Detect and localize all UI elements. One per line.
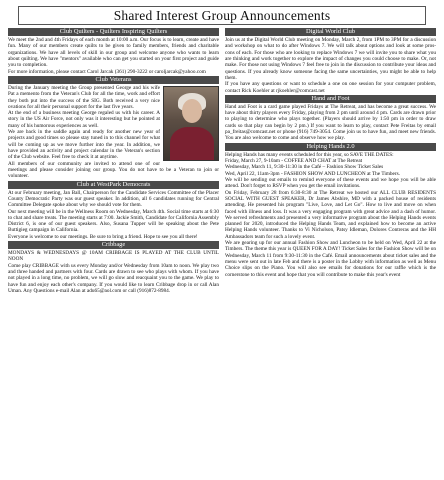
veterans-section (8, 85, 219, 180)
page-title: Shared Interest Group Announcements (18, 6, 426, 25)
columns (8, 27, 436, 294)
cribbage-header: Cribbage (8, 241, 219, 249)
photo-figure-body (170, 127, 214, 161)
digital-header: Digital World Club (225, 28, 436, 36)
digital-body: Join us at the Digital World Club meeting on Monday, March 2, from 1PM to 3PM for a discussion and workshop on what to do after Windows 7. We will talk about options and look at some pros-cons of each. For those who are looking to replace Windows 7 we will invite you to share what you are thinking and work together to explore the impact of changes you could choose to make. Or, not make. For those not using Windows 7 feel free to join in the discussion to contribute your ideas and questions. If you already know someone facing the same uncertainties, you might be able to help them. If you have any questions or want to schedule a one on one session for your computer problem, contact Rick Koehler at rjkoehler@comcast.net (225, 37, 436, 94)
right-column (225, 27, 436, 294)
quilters-body: We meet the 2nd and 4th Fridays of each month at 10:00 a.m. Our focus is to learn, create and have fun. Many of our members create quilts to be given to family members, friends and charitable organizations. We have all levels of skill in our group and welcome anyone who wants to learn about quilting. We have "mentors" available who can get you started on your first project and guide you to completion. For more information, please contact Carol Jarcak (361) 290-3222 or caroljarcak@yahoo.com (8, 37, 219, 75)
westpark-header: Club at WestPark Democrats (8, 181, 219, 189)
quilters-header: Club Quilters - Quilters Inspiring Quilters (8, 28, 219, 36)
photo-figure-face (182, 99, 202, 123)
left-column (8, 27, 219, 294)
cribbage-body: MONDAYS & WEDNESDAYS @ 10AM CRIBBAGE IS PLAYED AT THE CLUB UNTIL NOON Come play CRIBBAGE with us every Monday and/or Wednesday from 10am to noon. We play two and three handed and partners with four. Cards are drawn to see who plays with whom. If you have not played in a long time, no problem, we will go slow and reacquaint you to the game. We play to have fun and enjoy each other's company. If you would like to learn Cribbage drop in or call Alan Uman. Any Questions e-mail Alan at adu65@aol.com or call (916)872-8984. (8, 250, 219, 294)
handfoot-body: Hand and Foot is a card game played Fridays at The Retreat, and has become a great success. We have about thirty players every Friday, playing from 2 pm until around 4 pm. Cards are drawn prior to playing to determine who plays together. (Players should arrive by 1:50 pm in order to draw cards so that play can begin by 2 pm.) If you want to learn to play, contact Pete Freitas by email pa_freitas@comcast.net or phone (916) 749-3054. Come join us to have fun, and meet new friends. You are also welcome to come and observe how we play. (225, 103, 436, 142)
portrait-photo (163, 86, 219, 161)
veterans-body: During the January meeting the Group presented George and his wife Pat a memento from the Veteran's Club for all the time, work and effort they both put into the success of the SIG. Both received a very nice ovations for all their personal support for the last five years. At the end of a business meeting George regaled us with his career. A story in the US Air Force, not only was it interesting but he pointed at many of his humorous experiences as well. We are back in the saddle again and ready for another new year of projects and good times so please stay tuned in to this channel for what will be coming up as we move further into the year. In addition, we have provided an activity and project calendar in the Veteran's section of the Club website. Feel free to check it at anytime. All members of our community are invited to attend one of our meetings and please consider joining our group. You do not have to be a Veteran to join or volunteer. (8, 84, 219, 180)
westpark-body: At our February meeting, Jan Ball, Chairperson for the Candidate Services Committee of the Placer County Democratic Party was our guest speaker. In addition, all 6 candidates running for Central Committee Delegate spoke about why we should vote for them. Our next meeting will be in the Wellness Room on Wednesday, March 4th. Social time starts at 6:30 to chat and share treats. The meeting starts at 7:00. Jackie Smith, Candidate for California Assembly District 6, is one of our guest speakers. Also, Susana Tupper will be speaking about the Pete Buttigieg campaign in California. Everyone is welcome to our meetings. Be sure to bring a friend. Hope to see you all there! (8, 189, 219, 240)
veterans-header: Club Veterans (8, 76, 219, 84)
handfoot-header: Hand and Foot (225, 95, 436, 103)
helping-body: Helping Hands has many events scheduled for this year, so SAVE THE DATES: Friday, March 27, 9-10am - COFFEE AND CHAT at The Retreat Wednesday, March 11, 9:30-11:30 in the Café – Fashion Show Ticket Sales Wed, April 22, 11am-3pm - FASHION SHOW AND LUNCHEON at The Timbers. We will be sending out emails to remind everyone of these events and we hope you will be able attend. Don't forget to RSVP when you get the email invitations. On Friday, February 28 from 6:30-8:30 at The Retreat we hosted our ALL CLUB RESIDENTS SOCIAL WITH GUEST SPEAKER, Dr James Abshire, MD with a packed house of residents attending. He presented his program "Live, Love, and Let Go". How to live and move on when faced with illness and loss. It was a very engaging program with great advice and a dash of humor. We served refreshments and presented a very informative program about the Helping Hands events planned for 2020, introduced the Helping Hands Team, and explained how to become an active Helping Hands volunteer. Thanks to Vi Nicholson, Patsy Idleman, Dolores Contreras and the HH Ambassadors team for such a lovely event. We are gearing up for our annual Fashion Show and Luncheon to be held on Wed, April 22 at the Timbers. The theme this year is QUEEN FOR A DAY! Ticket Sales for the Fashion Show will be on Wednesday, March 11 from 9:30-11:30 in the Café. Email announcements about ticket sales and the menu were sent out in late Feb and there is a poster in the Lobby with information as well as Menu Choice slips on the Piano. You will also see emails for donations for our raffle which is the cornerstone to this event and hope that you will contribute to make this year's event (225, 151, 436, 278)
helping-header: Helping Hands 2.0 (225, 143, 436, 151)
